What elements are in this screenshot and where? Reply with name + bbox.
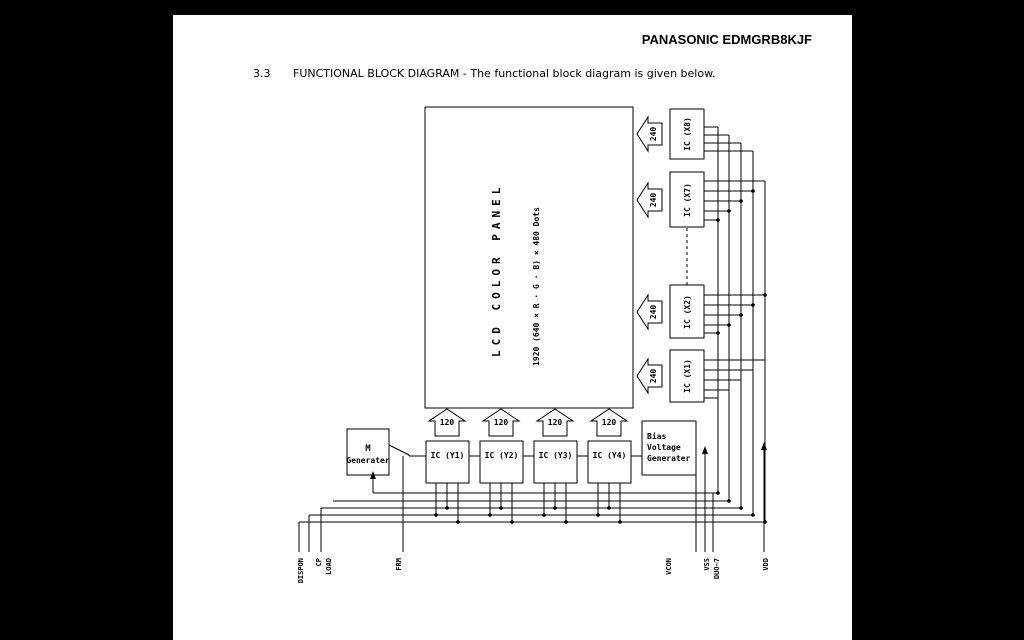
x-output-label: 240 bbox=[649, 368, 658, 384]
junction-dot bbox=[739, 506, 743, 510]
x-output-label: 240 bbox=[649, 304, 658, 320]
document-header-brand: PANASONIC EDMGRB8KJF bbox=[641, 32, 812, 47]
x-driver-label: IC (X2) bbox=[683, 295, 692, 329]
y-driver-box bbox=[588, 441, 631, 483]
junction-dot bbox=[716, 218, 720, 222]
junction-dot bbox=[510, 520, 514, 524]
junction-dot bbox=[727, 323, 731, 327]
m-generator-title: M bbox=[365, 444, 371, 454]
document-page bbox=[173, 15, 852, 640]
junction-dot bbox=[763, 520, 767, 524]
signal-label-cp: CP bbox=[315, 558, 323, 567]
junction-dot bbox=[596, 513, 600, 517]
m-generator-subtitle: Generater bbox=[346, 456, 390, 465]
signal-label-load: LOAD bbox=[325, 558, 333, 575]
y-driver-label: IC (Y4) bbox=[592, 451, 627, 460]
y-driver-box bbox=[480, 441, 523, 483]
bias-generator-line1: Bias bbox=[647, 432, 667, 441]
junction-dot bbox=[542, 513, 546, 517]
y-driver-label: IC (Y2) bbox=[484, 451, 519, 460]
junction-dot bbox=[456, 520, 460, 524]
junction-dot bbox=[727, 499, 731, 503]
junction-dot bbox=[553, 506, 557, 510]
junction-dot bbox=[564, 520, 568, 524]
junction-dot bbox=[488, 513, 492, 517]
signal-label-frm: FRM bbox=[395, 558, 403, 571]
y-driver-label: IC (Y1) bbox=[430, 451, 465, 460]
bias-generator-line3: Generater bbox=[647, 454, 691, 463]
bias-generator-line2: Voltage bbox=[647, 443, 681, 452]
lcd-panel-resolution: 1920 (640 × R · G · B) × 480 Dots bbox=[532, 207, 541, 366]
section-number: 3.3 bbox=[253, 67, 271, 80]
signal-label-vcon: VCON bbox=[665, 558, 673, 575]
signal-label-dispon: DISPON bbox=[297, 558, 305, 584]
junction-dot bbox=[716, 331, 720, 335]
y-output-label: 120 bbox=[547, 418, 563, 427]
section-title: FUNCTIONAL BLOCK DIAGRAM - The functional block diagram is given below. bbox=[293, 67, 716, 80]
junction-dot bbox=[716, 491, 720, 495]
arrowhead bbox=[702, 446, 708, 454]
junction-dot bbox=[739, 199, 743, 203]
junction-dot bbox=[727, 209, 731, 213]
junction-dot bbox=[751, 189, 755, 193]
lcd-panel-title: LCD COLOR PANEL bbox=[490, 182, 503, 357]
y-output-label: 120 bbox=[439, 418, 455, 427]
junction-dot bbox=[445, 506, 449, 510]
functional-block-diagram bbox=[173, 15, 852, 640]
junction-dot bbox=[739, 313, 743, 317]
arrowhead bbox=[761, 442, 767, 450]
junction-dot bbox=[751, 303, 755, 307]
x-output-label: 240 bbox=[649, 192, 658, 208]
junction-dot bbox=[607, 506, 611, 510]
y-driver-box bbox=[426, 441, 469, 483]
junction-dot bbox=[434, 513, 438, 517]
junction-dot bbox=[618, 520, 622, 524]
junction-dot bbox=[751, 513, 755, 517]
junction-dot bbox=[763, 293, 767, 297]
junction-dot bbox=[499, 506, 503, 510]
signal-label-duo: DUO~7 bbox=[713, 558, 721, 580]
x-driver-label: IC (X7) bbox=[683, 183, 692, 217]
y-driver-box bbox=[534, 441, 577, 483]
x-driver-label: IC (X8) bbox=[683, 117, 692, 151]
x-output-label: 240 bbox=[649, 126, 658, 142]
y-output-label: 120 bbox=[493, 418, 509, 427]
m-to-y-link bbox=[389, 445, 409, 455]
signal-label-vdd: VDD bbox=[762, 558, 770, 571]
lcd-panel-box bbox=[425, 107, 633, 408]
signal-label-vss: VSS bbox=[703, 558, 711, 571]
y-driver-label: IC (Y3) bbox=[538, 451, 573, 460]
y-output-label: 120 bbox=[601, 418, 617, 427]
x-driver-label: IC (X1) bbox=[683, 359, 692, 393]
